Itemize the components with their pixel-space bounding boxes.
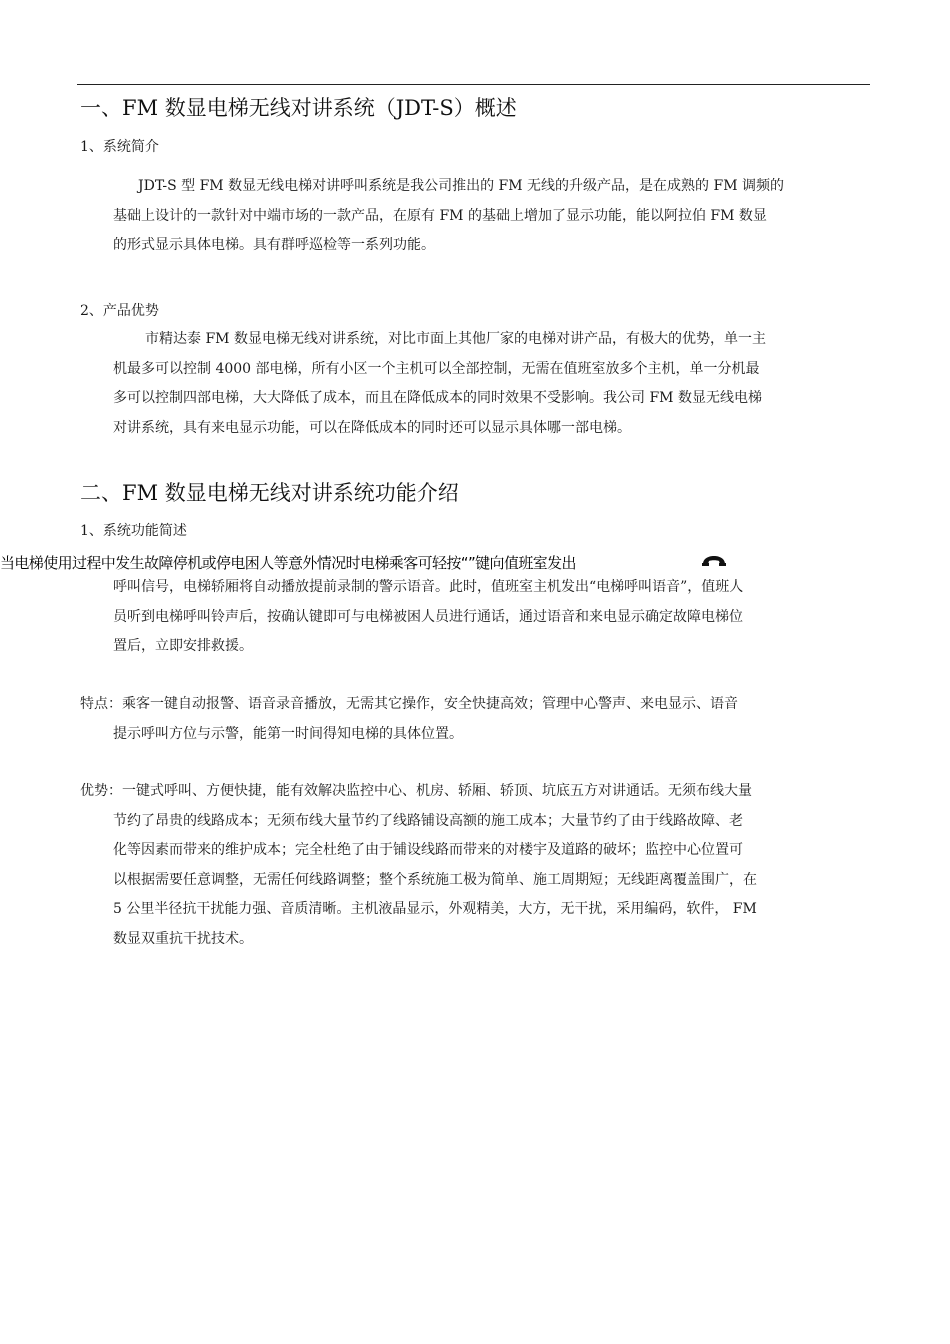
paragraph-line: 节约了昂贵的线路成本；无须布线大量节约了线路铺设高额的施工成本；大量节约了由于线路故障、老 — [113, 812, 743, 829]
section1-sub1-heading: 1、系统简介 — [80, 139, 159, 155]
paragraph-line: JDT-S 型 FM 数显无线电梯对讲呼叫系统是我公司推出的 FM 无线的升级产品，是在成熟的 FM 调频的 — [138, 178, 784, 194]
paragraph-line: 市精达泰 FM 数显电梯无线对讲系统，对比市面上其他厂家的电梯对讲产品，有极大的优势，单一主 — [145, 331, 766, 347]
paragraph-line: 提示呼叫方位与示警，能第一时间得知电梯的具体位置。 — [113, 725, 463, 742]
paragraph-line: 置后，立即安排救援。 — [113, 638, 253, 654]
section1-heading: 一、FM 数显电梯无线对讲系统（JDT-S）概述 — [80, 96, 517, 120]
paragraph-line: 数显双重抗干扰技术。 — [113, 930, 253, 947]
paragraph-line: 基础上设计的一款针对中端市场的一款产品，在原有 FM 的基础上增加了显示功能，能以阿拉伯 FM 数显 — [113, 207, 767, 224]
paragraph-line: 的形式显示具体电梯。具有群呼巡检等一系列功能。 — [113, 237, 435, 253]
paragraph-line: 化等因素而带来的维护成本；完全杜绝了由于铺设线路而带来的对楼宇及道路的破坏；监控中心位置可 — [113, 842, 743, 858]
function-paragraph — [113, 573, 870, 662]
section2-sub1-heading: 1、系统功能简述 — [80, 523, 187, 539]
paragraph-line: 优势：一键式呼叫、方便快捷，能有效解决监控中心、机房、轿厢、轿顶、坑底五方对讲通话。无须布线大量 — [80, 783, 752, 799]
section2-heading: 二、FM 数显电梯无线对讲系统功能介绍 — [80, 481, 459, 505]
phone-handset-icon — [700, 553, 728, 567]
paragraph-line: 多可以控制四部电梯，大大降低了成本，而且在降低成本的同时效果不受影响。我公司 FM 数显无线电梯 — [113, 390, 762, 406]
paragraph-line: 5 公里半径抗干扰能力强、音质清晰。主机液晶显示，外观精美，大方，无干扰，采用编码，软件， FM — [113, 901, 757, 917]
paragraph-line: 特点：乘客一键自动报警、语音录音播放，无需其它操作，安全快捷高效；管理中心警声、来电显示、语音 — [80, 696, 738, 712]
function-first-line: 当电梯使用过程中发生故障停机或停电困人等意外情况时电梯乘客可轻按“”键向值班室发出 — [0, 554, 576, 572]
paragraph-line: 呼叫信号，电梯轿厢将自动播放提前录制的警示语音。此时，值班室主机发出“电梯呼叫语音”，值班人 — [113, 579, 744, 595]
paragraph-line: 对讲系统，具有来电显示功能，可以在降低成本的同时还可以显示具体哪一部电梯。 — [113, 419, 631, 436]
advantages-paragraph — [80, 777, 875, 954]
features-paragraph — [80, 690, 875, 749]
section1-sub2-heading: 2、产品优势 — [80, 303, 159, 319]
paragraph-line: 以根据需要任意调整，无需任何线路调整；整个系统施工极为简单、施工周期短；无线距离覆盖围广，在 — [113, 871, 757, 888]
paragraph-line: 员听到电梯呼叫铃声后，按确认键即可与电梯被困人员进行通话，通过语音和来电显示确定故障电梯位 — [113, 608, 743, 625]
system-intro-paragraph — [113, 172, 870, 261]
top-rule — [77, 84, 870, 85]
paragraph-line: 机最多可以控制 4000 部电梯，所有小区一个主机可以全部控制，无需在值班室放多个主机，单一分机最 — [113, 360, 760, 377]
product-advantage-paragraph — [113, 325, 870, 443]
